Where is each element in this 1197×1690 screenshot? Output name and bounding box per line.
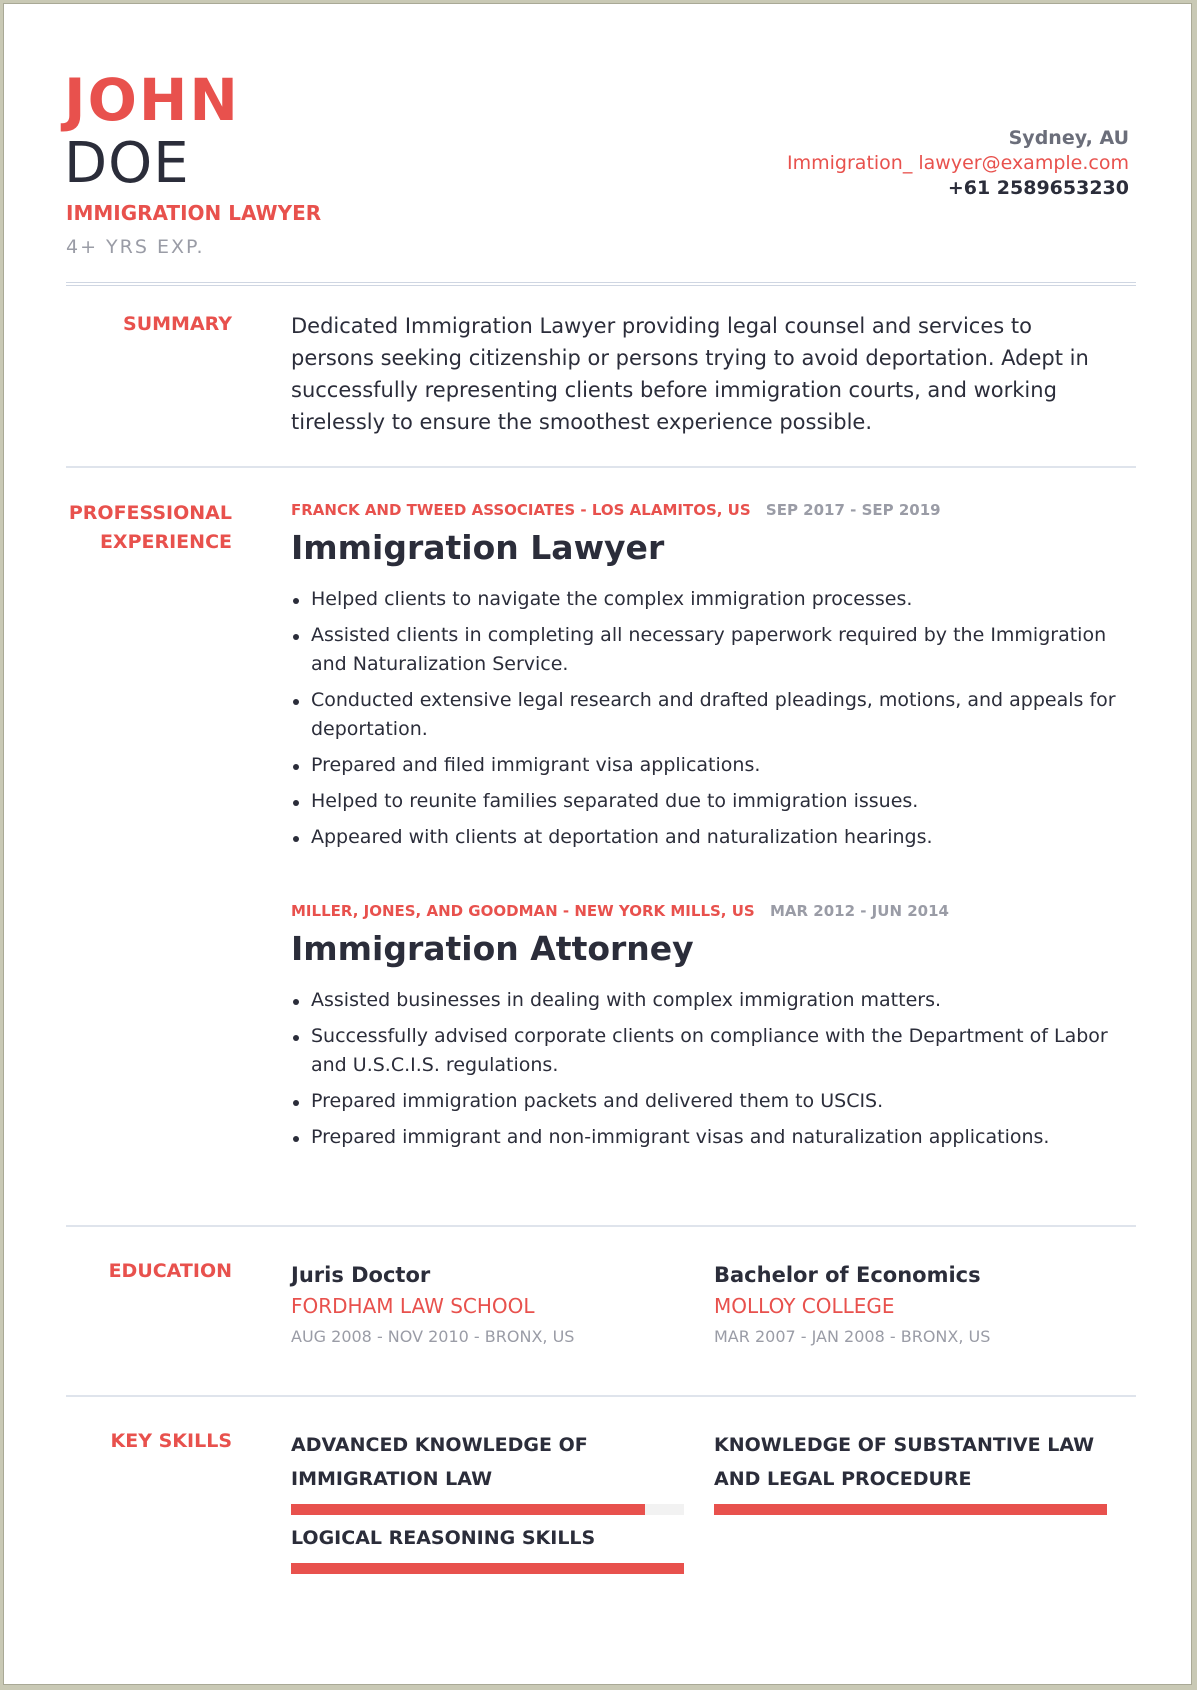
contact-location: Sydney, AU [1008,127,1129,149]
job-bullet: Assisted businesses in dealing with complex immigration matters. [291,986,1121,1015]
section-divider [66,466,1136,468]
job-bullets [291,585,1121,852]
contact-phone: +61 2589653230 [947,177,1129,199]
experience-heading-line2: EXPERIENCE [99,531,232,553]
job-entry [291,500,1121,859]
job-bullet: Conducted extensive legal research and drafted pleadings, motions, and appeals for deportation. [291,686,1121,744]
education-entry [714,1260,1114,1352]
skill-name: KNOWLEDGE OF SUBSTANTIVE LAW AND LEGAL PROCEDURE [714,1434,1095,1490]
last-name: DOE [64,131,190,196]
job-entry [291,901,1121,1159]
job-bullet: Successfully advised corporate clients on compliance with the Department of Labor and U.S.C.I.S. regulations. [291,1022,1121,1080]
skill-level-bar [714,1504,1107,1515]
skill-level-fill [291,1563,684,1574]
experience-heading [66,499,232,557]
job-title: Immigration Lawyer [291,528,665,567]
job-bullet: Prepared and filed immigrant visa applications. [291,751,1121,780]
job-bullet: Prepared immigration packets and delivered them to USCIS. [291,1087,1121,1116]
years-experience: 4+ YRS EXP. [66,236,205,258]
education-degree: Juris Doctor [291,1263,431,1287]
skill-item [714,1428,1107,1515]
education-dates: MAR 2007 - JAN 2008 - BRONX, US [714,1327,991,1346]
section-divider [66,1395,1136,1397]
job-meta [291,901,1121,921]
skill-item [291,1428,684,1515]
summary-heading: SUMMARY [123,313,232,335]
skill-level-fill [291,1504,645,1515]
education-degree: Bachelor of Economics [714,1263,981,1287]
education-school: MOLLOY COLLEGE [714,1294,895,1318]
skill-item [291,1521,684,1574]
education-heading: EDUCATION [108,1260,232,1282]
job-bullets [291,986,1121,1152]
education-dates: AUG 2008 - NOV 2010 - BRONX, US [291,1327,575,1346]
header-divider [66,282,1136,283]
education-school: FORDHAM LAW SCHOOL [291,1294,535,1318]
job-bullet: Prepared immigrant and non-immigrant visas and naturalization applications. [291,1123,1121,1152]
education-entry [291,1260,691,1352]
summary-text: Dedicated Immigration Lawyer providing legal counsel and services to persons seeking citizenship or persons trying to avoid deportation. Adept in successfully representing clients before immigration courts, and working tirelessly to ensure the smoothest experience possible. [291,314,1089,434]
job-title: Immigration Attorney [291,929,694,968]
job-meta [291,500,1121,520]
first-name: JOHN [64,66,240,134]
skills-heading: KEY SKILLS [110,1430,232,1452]
job-company: FRANCK AND TWEED ASSOCIATES - LOS ALAMITOS, US [291,501,751,519]
skill-level-bar [291,1563,684,1574]
skill-name: LOGICAL REASONING SKILLS [291,1527,596,1549]
job-dates: SEP 2017 - SEP 2019 [765,501,941,519]
job-bullet: Appeared with clients at deportation and naturalization hearings. [291,823,1121,852]
contact-email-link[interactable]: Immigration_ lawyer@example.com [787,152,1129,174]
job-bullet: Assisted clients in completing all necessary paperwork required by the Immigration and Naturalization Service. [291,621,1121,679]
job-bullet: Helped to reunite families separated due to immigration issues. [291,787,1121,816]
job-company: MILLER, JONES, AND GOODMAN - NEW YORK MILLS, US [291,902,755,920]
experience-heading-line1: PROFESSIONAL [68,502,232,524]
resume-page [3,3,1192,1685]
job-bullet: Helped clients to navigate the complex immigration processes. [291,585,1121,614]
job-dates: MAR 2012 - JUN 2014 [769,902,949,920]
section-divider [66,1225,1136,1227]
headline-job-title: IMMIGRATION LAWYER [66,201,322,225]
skill-level-fill [714,1504,1107,1515]
contact-block [787,126,1129,201]
skill-name: ADVANCED KNOWLEDGE OF IMMIGRATION LAW [291,1434,588,1490]
skill-level-bar [291,1504,684,1515]
